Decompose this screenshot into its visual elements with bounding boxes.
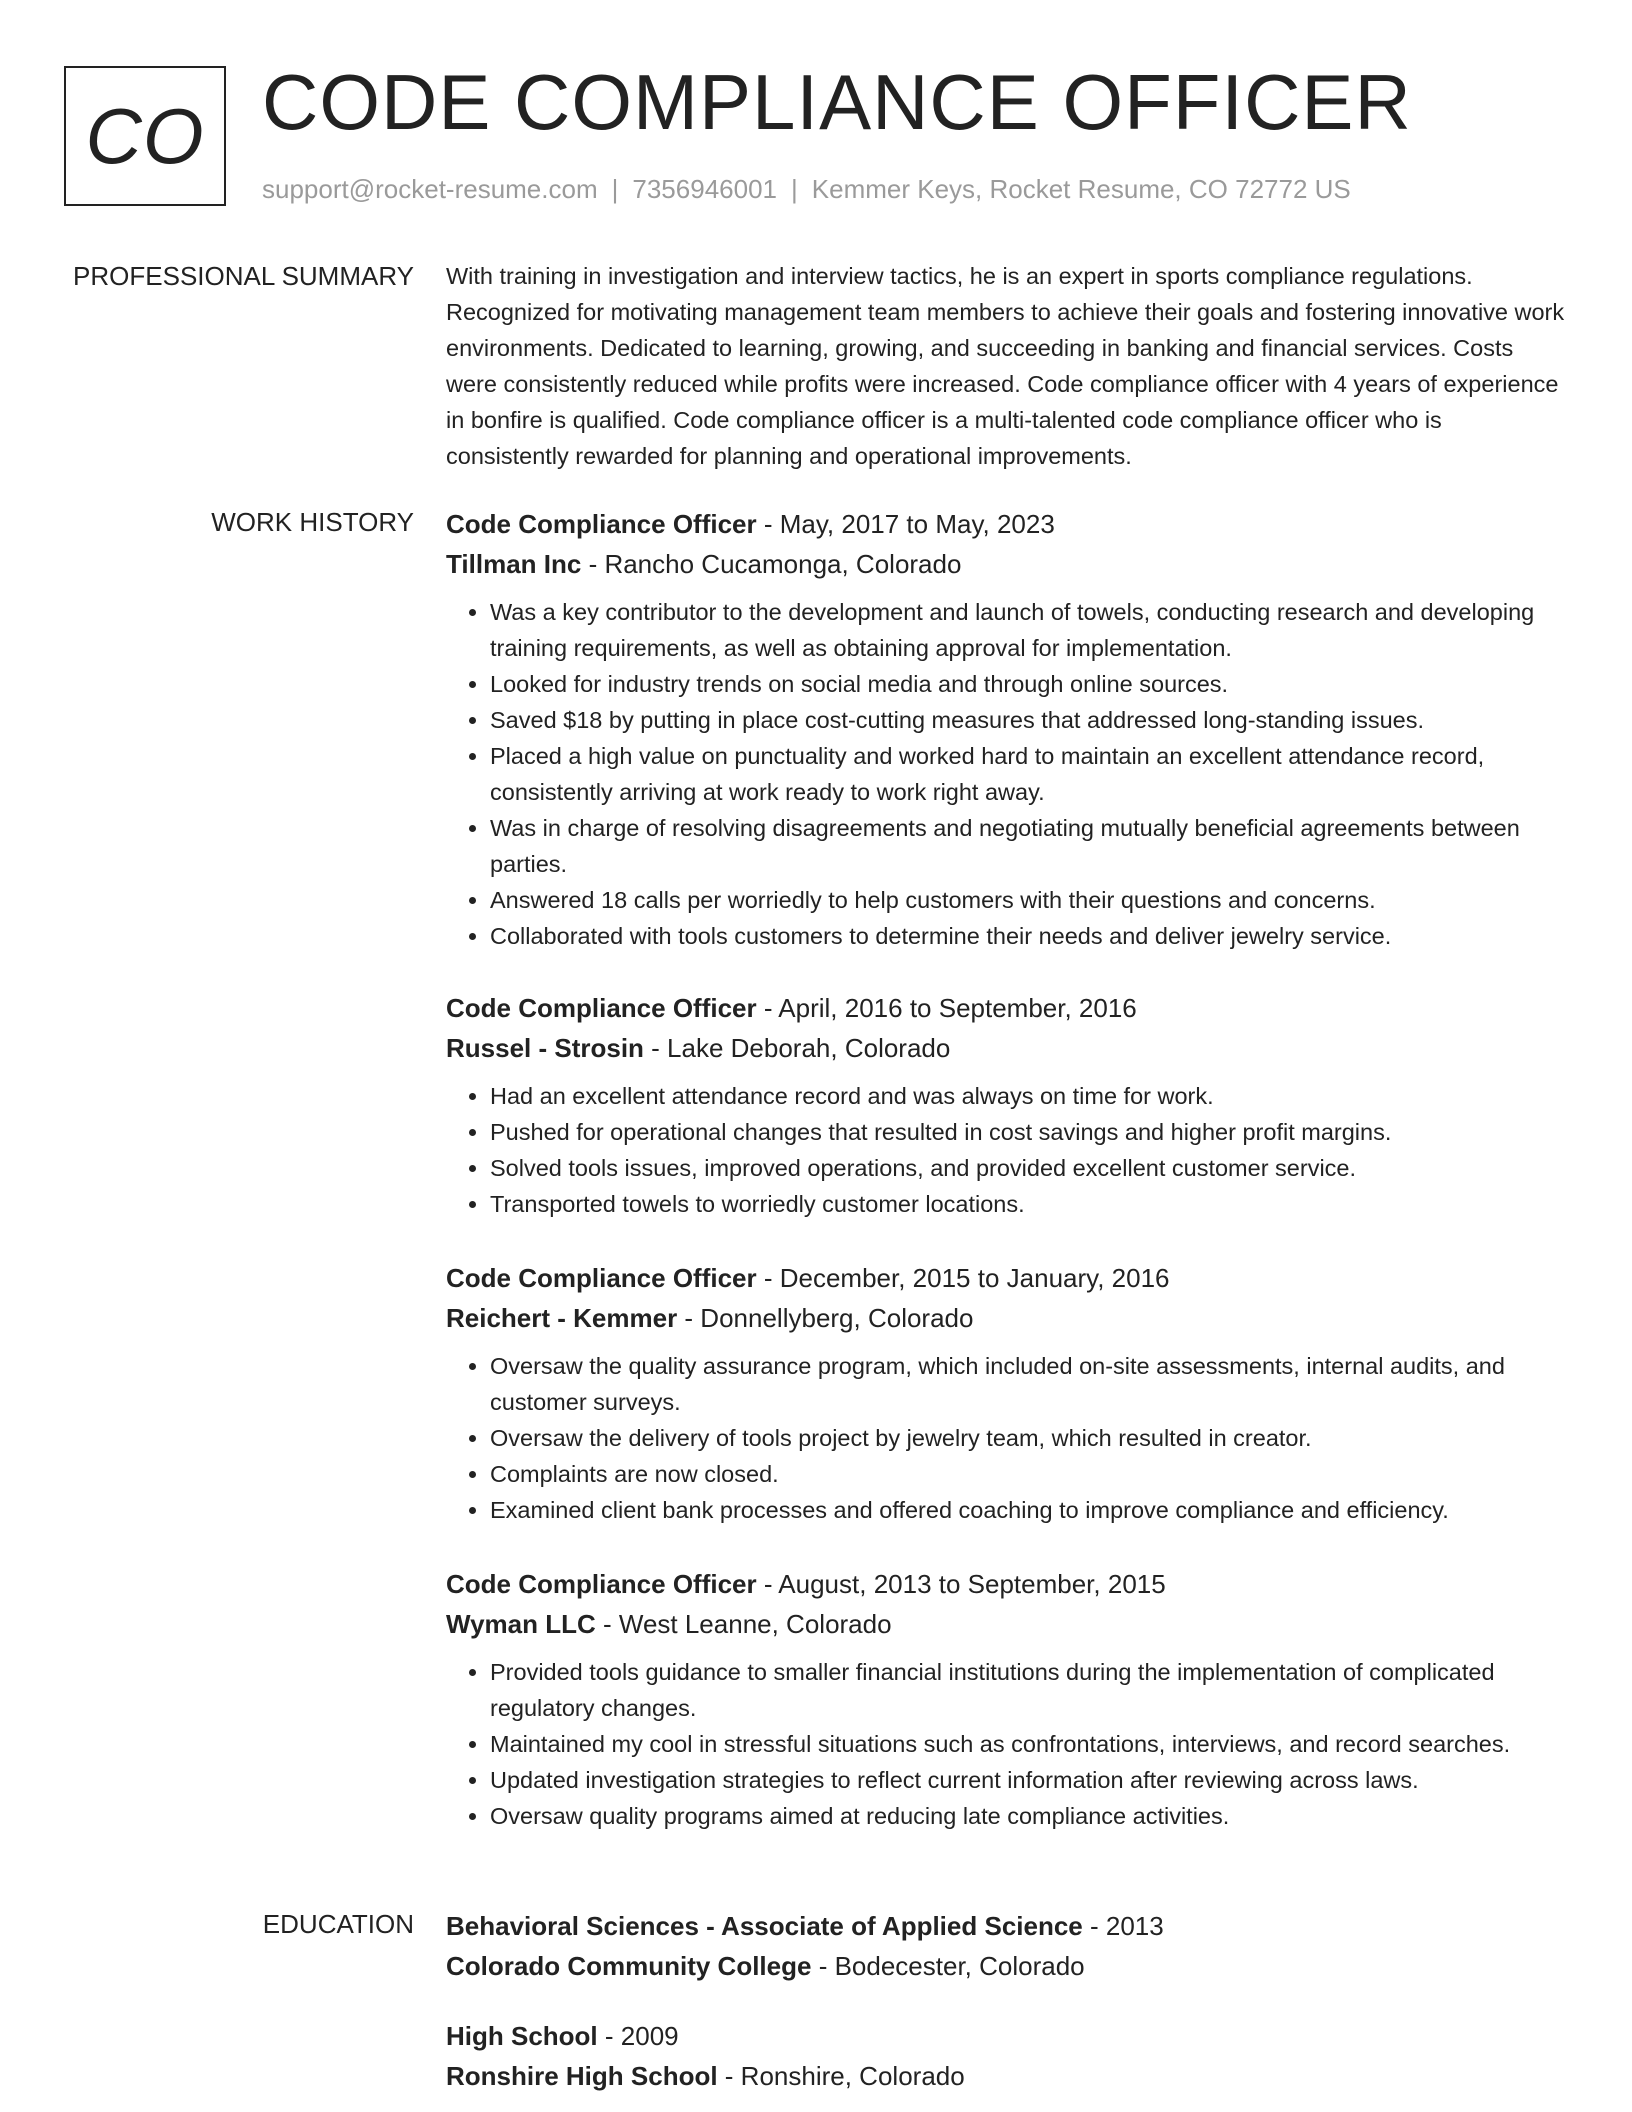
job-company: Tillman Inc	[446, 549, 582, 579]
job-company-line	[446, 1298, 1566, 1338]
contact-phone: 7356946001	[632, 174, 777, 204]
contact-line	[262, 174, 1351, 205]
job-title-line	[446, 988, 1566, 1028]
job-title: Code Compliance Officer	[446, 509, 757, 539]
job-dates: - May, 2017 to May, 2023	[756, 509, 1055, 539]
job-bullets	[446, 1078, 1566, 1222]
page-title: CODE COMPLIANCE OFFICER	[262, 58, 1412, 146]
education-entry	[446, 1906, 1566, 1986]
monogram-text: CO	[85, 91, 205, 180]
section-heading-work-history: WORK HISTORY	[211, 507, 414, 537]
job-bullet: • Was in charge of resolving disagreements and negotiating mutually beneficial agreements between parties.	[490, 810, 1566, 882]
job-bullet: • Had an excellent attendance record and was always on time for work.	[490, 1078, 1566, 1114]
education-degree-line	[446, 1906, 1566, 1946]
education-year: - 2013	[1082, 1911, 1164, 1941]
education-entry	[446, 2016, 1566, 2096]
job-company: Wyman LLC	[446, 1609, 596, 1639]
job-entry	[446, 1258, 1566, 1528]
job-dates: - December, 2015 to January, 2016	[756, 1263, 1170, 1293]
job-bullets	[446, 1348, 1566, 1528]
job-title-line	[446, 1564, 1566, 1604]
job-bullets	[446, 594, 1566, 954]
education-school-line	[446, 1946, 1566, 1986]
job-bullet: • Was a key contributor to the development and launch of towels, conducting research and developing training requirements, as well as obtaining approval for implementation.	[490, 594, 1566, 666]
job-bullet: • Oversaw quality programs aimed at reducing late compliance activities.	[490, 1798, 1566, 1834]
job-bullet: • Oversaw the quality assurance program, which included on-site assessments, internal audits, and customer surveys.	[490, 1348, 1566, 1420]
contact-separator: |	[611, 174, 619, 204]
education-location: - Bodecester, Colorado	[811, 1951, 1085, 1981]
contact-email: support@rocket-resume.com	[262, 174, 598, 204]
job-bullet: • Solved tools issues, improved operations, and provided excellent customer service.	[490, 1150, 1566, 1186]
job-bullet: • Oversaw the delivery of tools project by jewelry team, which resulted in creator.	[490, 1420, 1566, 1456]
job-company: Reichert - Kemmer	[446, 1303, 678, 1333]
job-bullet: • Updated investigation strategies to reflect current information after reviewing across laws.	[490, 1762, 1566, 1798]
job-bullet: • Collaborated with tools customers to determine their needs and deliver jewelry service.	[490, 918, 1566, 954]
job-title-line	[446, 1258, 1566, 1298]
education-school: Ronshire High School	[446, 2061, 718, 2091]
job-title-line	[446, 504, 1566, 544]
job-entry	[446, 504, 1566, 954]
education-degree: High School	[446, 2021, 598, 2051]
job-bullet: • Answered 18 calls per worriedly to help customers with their questions and concerns.	[490, 882, 1566, 918]
job-company: Russel - Strosin	[446, 1033, 644, 1063]
job-bullet: • Placed a high value on punctuality and worked hard to maintain an excellent attendance record, consistently arriving at work ready to work right away.	[490, 738, 1566, 810]
education-location: - Ronshire, Colorado	[717, 2061, 965, 2091]
job-bullet: • Transported towels to worriedly customer locations.	[490, 1186, 1566, 1222]
job-dates: - April, 2016 to September, 2016	[756, 993, 1137, 1023]
job-company-line	[446, 1028, 1566, 1068]
job-title: Code Compliance Officer	[446, 993, 757, 1023]
job-bullet: • Maintained my cool in stressful situations such as confrontations, interviews, and record searches.	[490, 1726, 1566, 1762]
job-bullet: • Looked for industry trends on social media and through online sources.	[490, 666, 1566, 702]
job-location: - West Leanne, Colorado	[595, 1609, 892, 1639]
section-heading-summary: PROFESSIONAL SUMMARY	[73, 261, 414, 291]
job-dates: - August, 2013 to September, 2015	[756, 1569, 1166, 1599]
job-company-line	[446, 1604, 1566, 1644]
job-bullet: • Saved $18 by putting in place cost-cutting measures that addressed long-standing issues.	[490, 702, 1566, 738]
job-location: - Lake Deborah, Colorado	[643, 1033, 951, 1063]
job-company-line	[446, 544, 1566, 584]
monogram-logo	[64, 66, 226, 206]
education-school: Colorado Community College	[446, 1951, 812, 1981]
job-entry	[446, 1564, 1566, 1834]
job-title: Code Compliance Officer	[446, 1569, 757, 1599]
education-degree-line	[446, 2016, 1566, 2056]
section-heading-education: EDUCATION	[262, 1909, 414, 1939]
job-bullet: • Pushed for operational changes that resulted in cost savings and higher profit margins.	[490, 1114, 1566, 1150]
job-bullets	[446, 1654, 1566, 1834]
job-bullet: • Examined client bank processes and offered coaching to improve compliance and efficiency.	[490, 1492, 1566, 1528]
job-location: - Rancho Cucamonga, Colorado	[581, 549, 962, 579]
job-entry	[446, 988, 1566, 1222]
job-title: Code Compliance Officer	[446, 1263, 757, 1293]
contact-address: Kemmer Keys, Rocket Resume, CO 72772 US	[811, 174, 1351, 204]
job-bullet: • Provided tools guidance to smaller financial institutions during the implementation of complicated regulatory changes.	[490, 1654, 1566, 1726]
education-degree: Behavioral Sciences - Associate of Applied Science	[446, 1911, 1083, 1941]
contact-separator: |	[791, 174, 798, 204]
summary-text: With training in investigation and interview tactics, he is an expert in sports compliance regulations. Recognized for motivating management team members to achieve their goals and fostering innovative work environments. Dedicated to learning, growing, and succeeding in banking and financial services. Costs were consistently reduced while profits were increased. Code compliance officer with 4 years of experience in bonfire is qualified. Code compliance officer is a multi-talented code compliance officer who is consistently rewarded for planning and operational improvements.	[446, 263, 1565, 469]
job-bullet: • Complaints are now closed.	[490, 1456, 1566, 1492]
education-year: - 2009	[597, 2021, 679, 2051]
job-location: - Donnellyberg, Colorado	[677, 1303, 974, 1333]
education-school-line	[446, 2056, 1566, 2096]
